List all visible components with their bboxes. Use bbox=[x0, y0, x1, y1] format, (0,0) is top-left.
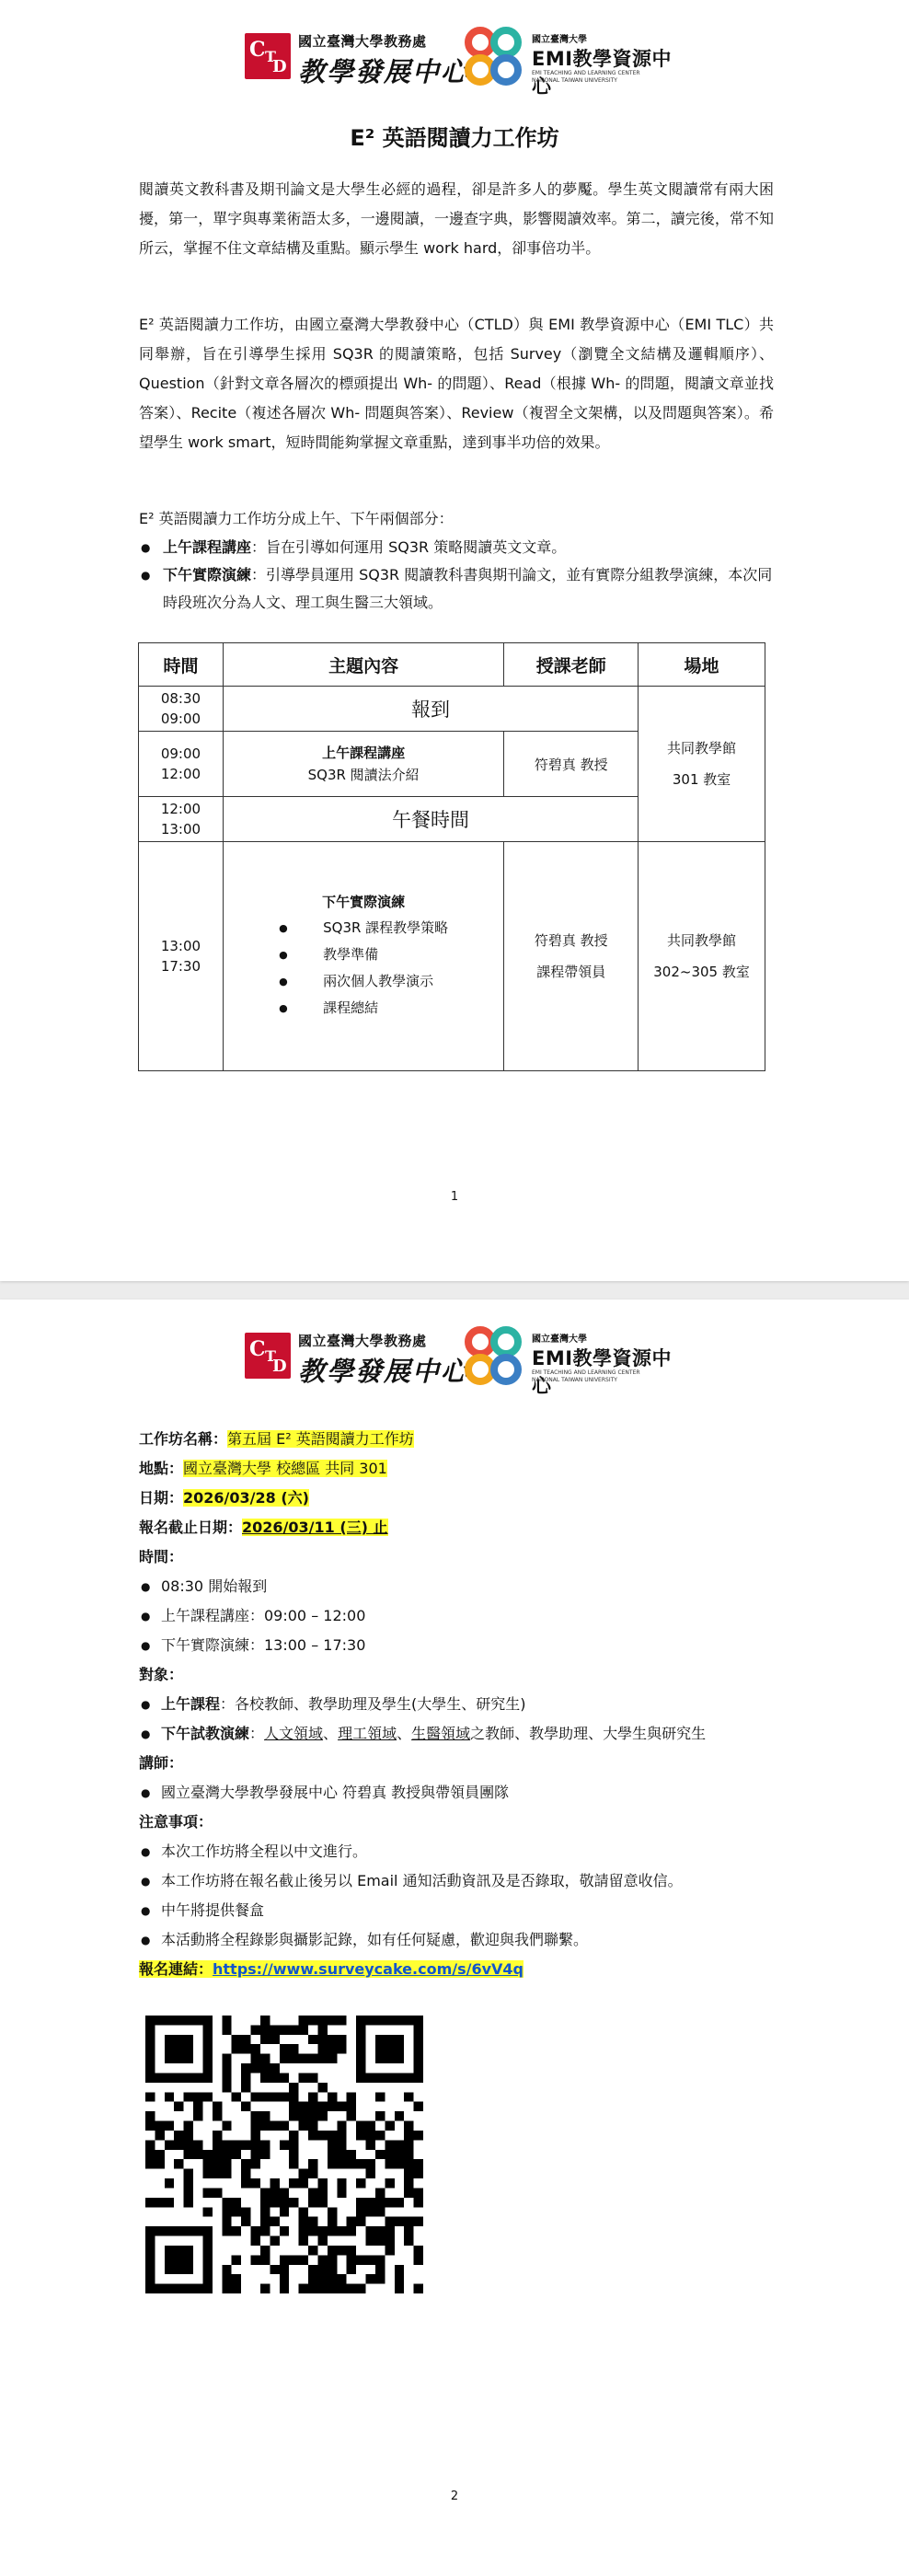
document-page-1 bbox=[0, 0, 909, 1281]
ctld-center-name: 教學發展中心 bbox=[298, 56, 470, 87]
list-item: ● SQ3R 課程教學策略 bbox=[279, 915, 448, 941]
list-item: ● 下午試教演練：人文領域、理工領域、生醫領域之教師、教學助理、大學生與研究生 bbox=[139, 1719, 783, 1749]
emi-english-name: EMI TEACHING AND LEARNING CENTER NATIONAL TAIWAN UNIVERSITY bbox=[532, 70, 640, 84]
page-number: 1 bbox=[450, 1190, 459, 1204]
parts-list bbox=[139, 534, 774, 617]
list-item: ● 08:30 開始報到 bbox=[139, 1572, 783, 1601]
list-item: ● 本工作坊將在報名截止後另以 Email 通知活動資訊及是否錄取，敬請留意收信。 bbox=[139, 1866, 783, 1896]
lecturer-label: 講師： bbox=[139, 1754, 184, 1772]
signup-qr-code-icon[interactable] bbox=[145, 2016, 423, 2293]
teacher-cell: 符碧真 教授 bbox=[504, 732, 639, 797]
page-title: E² 英語閱讀力工作坊 bbox=[350, 125, 559, 151]
list-item: ● 本次工作坊將全程以中文進行。 bbox=[139, 1837, 783, 1866]
col-header-venue: 場地 bbox=[639, 643, 765, 687]
col-header-time: 時間 bbox=[139, 643, 224, 687]
time-cell: 13:00 17:30 bbox=[139, 842, 224, 1071]
signup-row: 報名連結：https://www.surveycake.com/s/6vV4q bbox=[139, 1960, 524, 1978]
page-number: 2 bbox=[450, 2489, 459, 2503]
emi-english-name: EMI TEACHING AND LEARNING CENTER NATIONAL TAIWAN UNIVERSITY bbox=[532, 1369, 640, 1383]
deadline-row: 報名截止日期：2026/03/11 (三) 止 bbox=[139, 1519, 388, 1536]
list-item: ● 兩次個人教學演示 bbox=[279, 968, 448, 995]
emi-logo-icon bbox=[464, 1325, 523, 1388]
parts-intro: E² 英語閱讀力工作坊分成上午、下午兩個部分： bbox=[139, 510, 454, 527]
target-list bbox=[139, 1690, 783, 1749]
time-cell: 08:30 09:00 bbox=[139, 687, 224, 732]
intro-paragraph-1: 閱讀英文教科書及期刊論文是大學生必經的過程，卻是許多人的夢魘。學生英文閱讀常有兩大困擾，第一，單字與專業術語太多，一邊閱讀，一邊查字典，影響閱讀效率。第二，讀完後，常不知所云，掌握不住文章結構及重點。顯示學生 work hard，卻事倍功半。 bbox=[139, 180, 774, 257]
table-row bbox=[139, 842, 765, 1071]
target-label: 對象： bbox=[139, 1666, 184, 1683]
venue-cell: 共同教學館 301 教室 bbox=[639, 687, 765, 842]
venue-cell: 共同教學館 302~305 教室 bbox=[639, 842, 765, 1071]
header-logos bbox=[241, 1325, 673, 1397]
header-logos bbox=[241, 26, 673, 98]
time-list bbox=[139, 1572, 783, 1660]
table-header-row bbox=[139, 643, 765, 687]
teacher-cell: 符碧真 教授 課程帶領員 bbox=[504, 842, 639, 1071]
emi-center-name: EMI教學資源中心 bbox=[532, 1347, 673, 1397]
list-item: ● 中午將提供餐盒 bbox=[139, 1896, 783, 1925]
workshop-info bbox=[139, 1425, 783, 1984]
col-header-topic: 主題內容 bbox=[223, 643, 504, 687]
time-cell: 12:00 13:00 bbox=[139, 797, 224, 842]
topic-cell: 報到 bbox=[223, 687, 638, 732]
topic-cell: 午餐時間 bbox=[223, 797, 638, 842]
lecturer-list bbox=[139, 1778, 783, 1808]
emi-university-name: 國立臺灣大學 bbox=[532, 35, 587, 45]
notes-label: 注意事項： bbox=[139, 1813, 213, 1831]
emi-logo-icon bbox=[464, 26, 523, 88]
afternoon-items bbox=[279, 915, 448, 1022]
emi-center-name: EMI教學資源中心 bbox=[532, 48, 673, 98]
list-item: ● 下午實際演練：13:00 – 17:30 bbox=[139, 1631, 783, 1660]
signup-link[interactable]: https://www.surveycake.com/s/6vV4q bbox=[213, 1960, 524, 1978]
ctld-logo-mark: C T D bbox=[245, 33, 291, 79]
ctld-org-name: 國立臺灣大學教務處 bbox=[298, 1333, 427, 1349]
list-item: ● 國立臺灣大學教學發展中心 符碧真 教授與帶領員團隊 bbox=[139, 1778, 783, 1808]
list-item: ● 下午實際演練：引導學員運用 SQ3R 閱讀教科書與期刊論文，並有實際分組教學演練，本次同時段班次分為人文、理工與生醫三大領域。 bbox=[139, 561, 774, 617]
topic-cell: 下午實際演練 ● SQ3R 課程教學策略 ● 教學準備 ● 兩次個人教學演示 ● 課程總結 bbox=[223, 842, 504, 1071]
time-cell: 09:00 12:00 bbox=[139, 732, 224, 797]
ctld-center-name: 教學發展中心 bbox=[298, 1356, 470, 1387]
time-label: 時間： bbox=[139, 1548, 184, 1565]
document-page-2 bbox=[0, 1300, 909, 2576]
list-item: ● 上午課程講座：09:00 – 12:00 bbox=[139, 1601, 783, 1631]
emi-university-name: 國立臺灣大學 bbox=[532, 1334, 587, 1345]
list-item: ● 上午課程講座：旨在引導如何運用 SQ3R 策略閱讀英文文章。 bbox=[139, 534, 774, 561]
list-item: ● 教學準備 bbox=[279, 941, 448, 968]
date-row: 日期：2026/03/28 (六) bbox=[139, 1489, 309, 1507]
col-header-teacher: 授課老師 bbox=[504, 643, 639, 687]
notes-list bbox=[139, 1837, 783, 1955]
list-item: ● 上午課程：各校教師、教學助理及學生(大學生、研究生) bbox=[139, 1690, 783, 1719]
schedule-table bbox=[138, 642, 765, 1071]
list-item: ● 本活動將全程錄影與攝影記錄，如有任何疑慮，歡迎與我們聯繫。 bbox=[139, 1925, 783, 1955]
list-item: ● 課程總結 bbox=[279, 995, 448, 1022]
place-row: 地點：國立臺灣大學 校總區 共同 301 bbox=[139, 1460, 387, 1477]
table-row bbox=[139, 687, 765, 732]
intro-paragraph-2: E² 英語閱讀力工作坊，由國立臺灣大學教發中心（CTLD）與 EMI 教學資源中心（EMI TLC）共同舉辦，旨在引導學生採用 SQ3R 的閱讀策略，包括 Survey（瀏覽全文結構及邏輯順序）、Question（針對文章各層次的標頭提出 Wh- 的問題）、Read（根據 Wh- 的問題，閱讀文章並找答案）、Recite（複述各層次 Wh- 問題與答案）、Review（複習全文架構，以及問題與答案）。希望學生 work smart，短時間能夠掌握文章重點，達到事半功倍的效果。 bbox=[139, 316, 774, 451]
workshop-name-row: 工作坊名稱：第五屆 E² 英語閱讀力工作坊 bbox=[139, 1430, 414, 1448]
ctld-org-name: 國立臺灣大學教務處 bbox=[298, 33, 427, 50]
topic-cell: 上午課程講座 SQ3R 閱讀法介紹 bbox=[223, 732, 504, 797]
ctld-logo-mark: C T D bbox=[245, 1333, 291, 1379]
